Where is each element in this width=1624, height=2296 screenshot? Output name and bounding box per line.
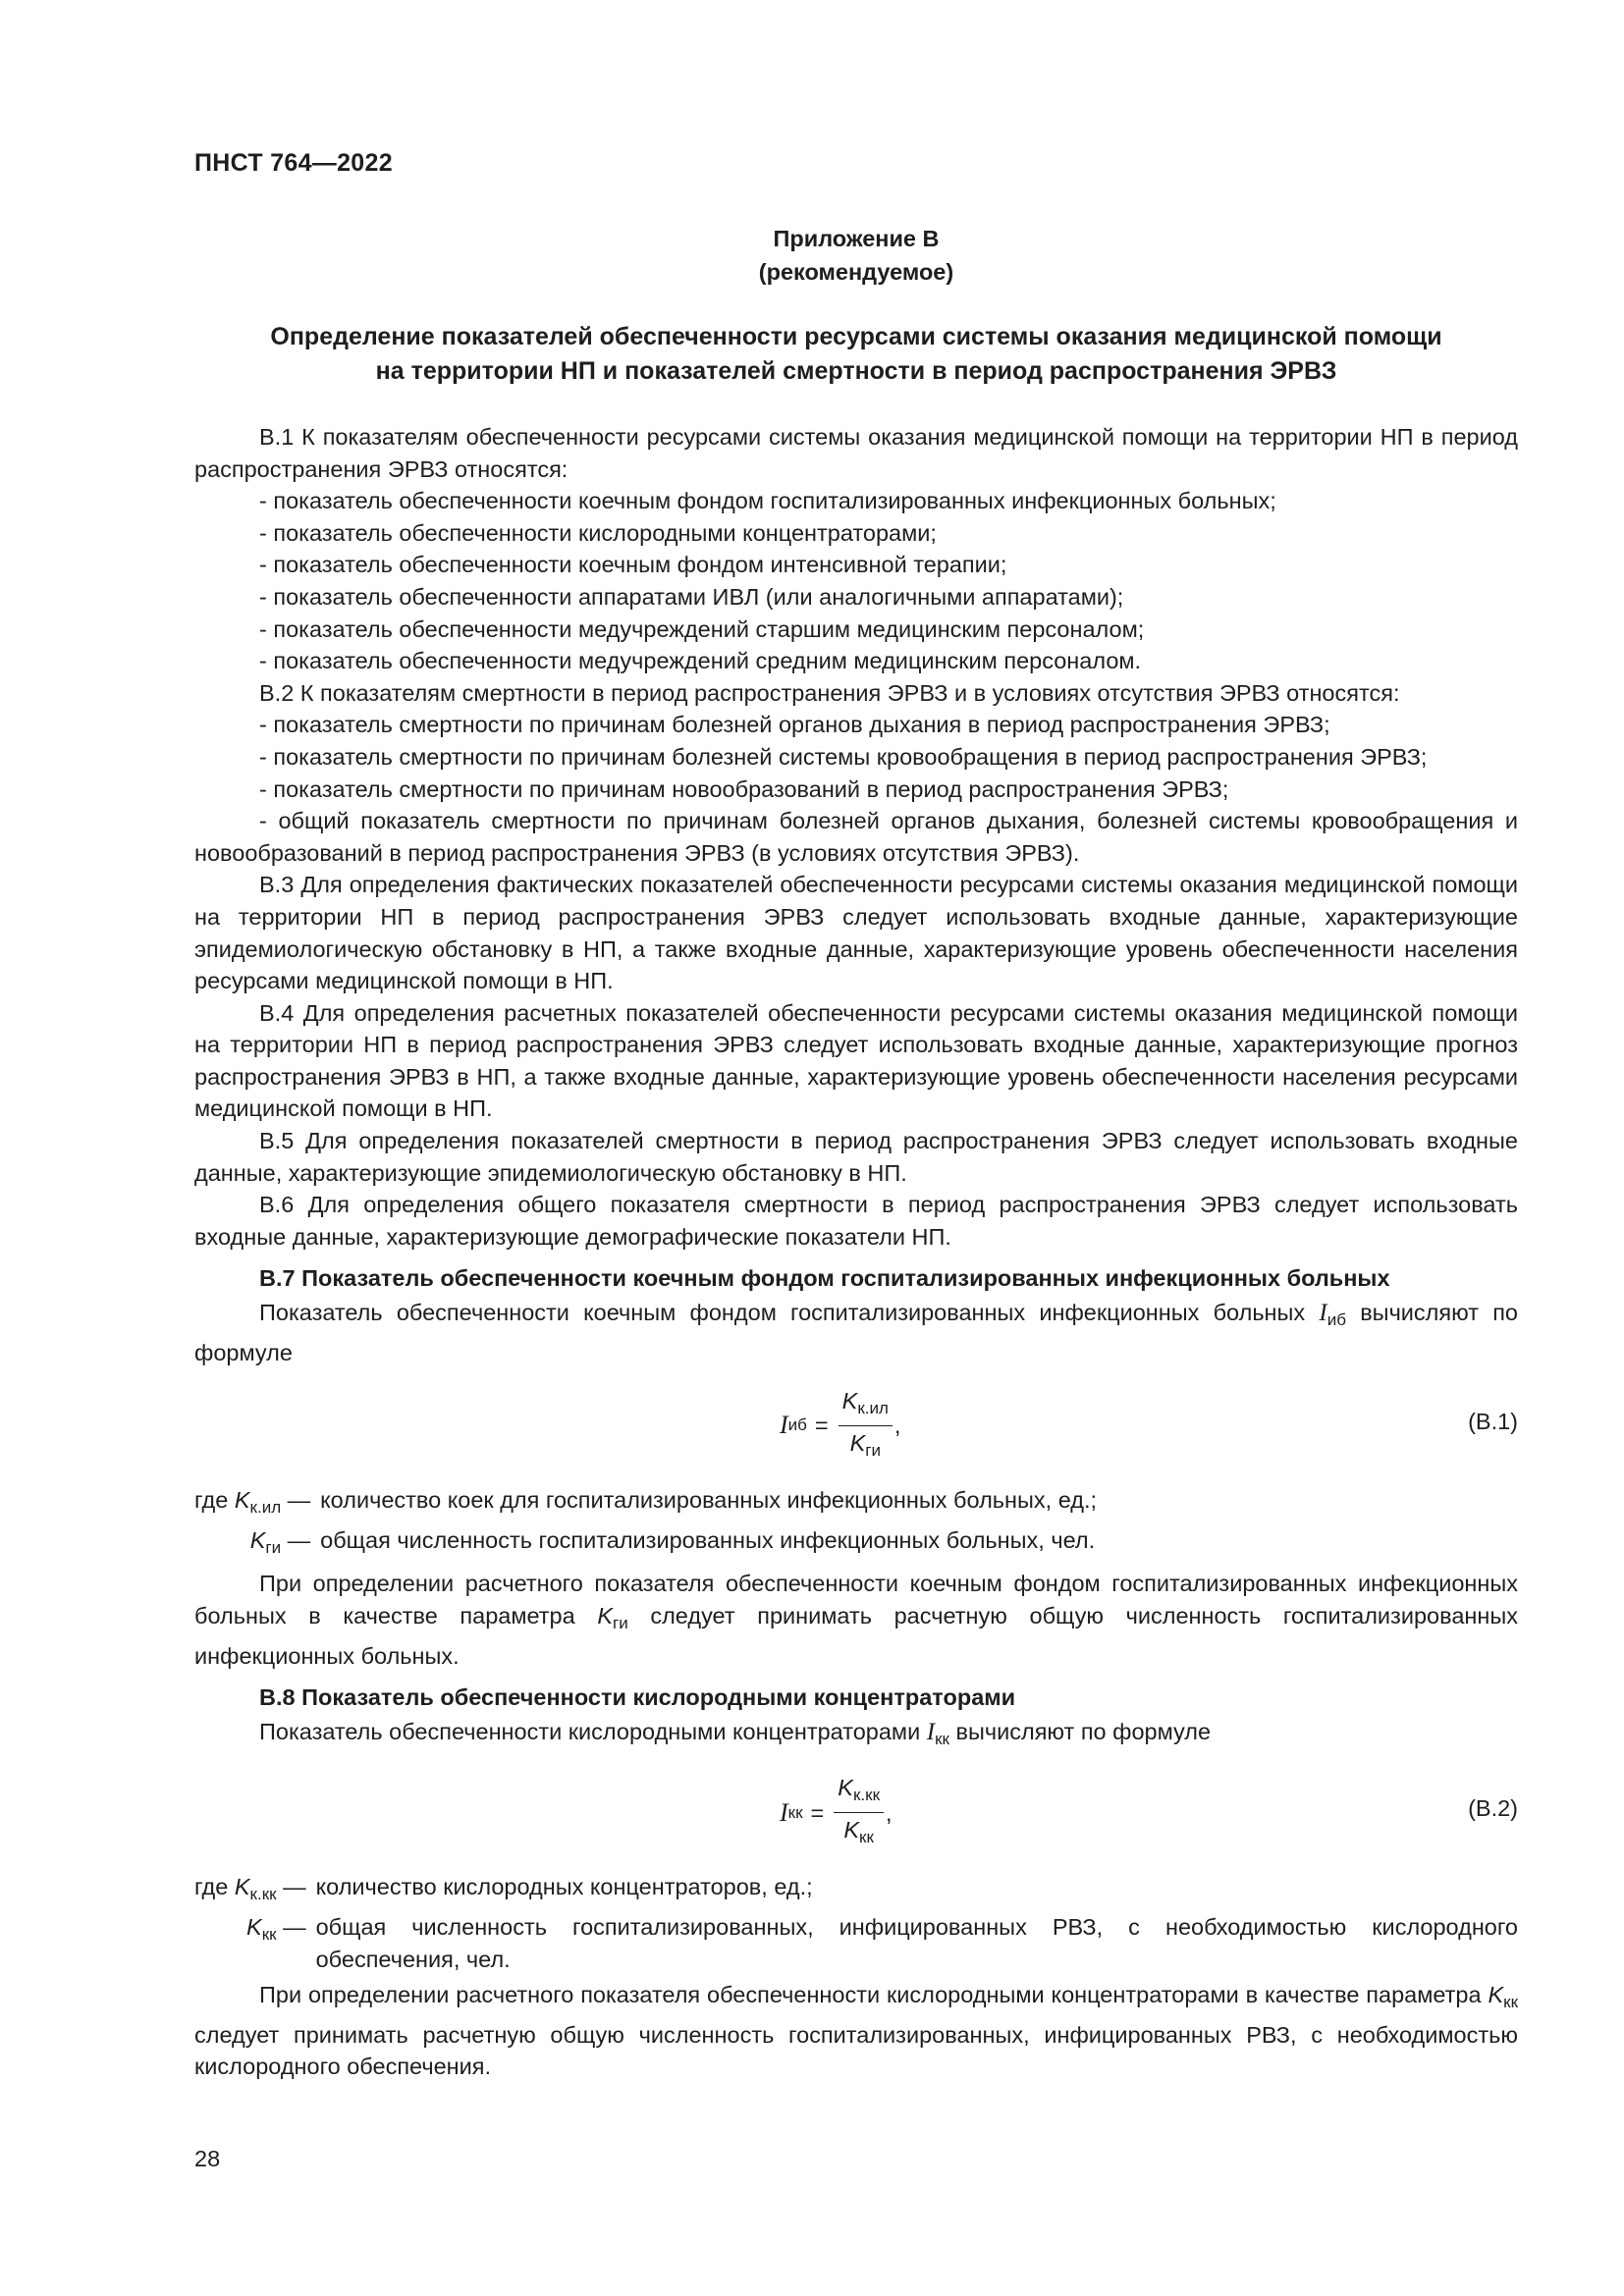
legend-definition: количество коек для госпитализированных инфекционных больных, ед.;: [320, 1487, 1098, 1514]
paragraph-b8-intro: Показатель обеспеченности кислородными концентраторами $I_{кк}$ вычисляют по формуле: [259, 1718, 1212, 1748]
paragraph-b4: В.4 Для определения расчетных показателей обеспеченности ресурсами системы оказания медицинской помощи на территории НП в период распространения ЭРВЗ следует использовать входные данные, характеризующие прогноз распространения ЭРВЗ в НП, а также входные данные, характеризующие уровень обеспеченности населения ресурсами медицинской помощи в НП.: [194, 999, 1518, 1122]
legend-term: $K_{ги}$ —: [249, 1526, 311, 1557]
symbol-i: I: [1319, 1300, 1327, 1327]
list-item: - показатель обеспеченности медучреждений средним медицинским персоналом.: [259, 648, 1142, 674]
legend-term: где $K_{к.ил}$ —: [194, 1487, 311, 1518]
document-code: ПНСТ 764—2022: [194, 149, 393, 177]
formula-b1-legend: [194, 1484, 1518, 1564]
formula-b2: I кк = $\frac{K_{к.кк}}{K_{кк}}$ ,: [780, 1773, 893, 1852]
paragraph-b6: В.6 Для определения общего показателя смертности в период распространения ЭРВЗ следует использовать входные данные, характеризующие демографические показатели НП.: [194, 1192, 1518, 1250]
list-item: - показатель смертности по причинам болезней системы кровообращения в период распространения ЭРВЗ;: [259, 743, 1428, 770]
subsection-heading-b7: В.7 Показатель обеспеченности коечным фондом госпитализированных инфекционных больных: [259, 1265, 1390, 1292]
fraction: [834, 1773, 884, 1852]
formula-b1: I иб = $\frac{K_{к.ил}}{K_{ги}}$ ,: [780, 1386, 900, 1466]
fraction-denominator: $K_{ги}$: [849, 1430, 881, 1461]
list-item: - показатель обеспеченности аппаратами ИВЛ (или аналогичными аппаратами);: [259, 583, 1124, 610]
formula-b1-row: [194, 1380, 1518, 1470]
list-item: - показатель обеспеченности медучреждений старшим медицинским персоналом;: [259, 615, 1145, 642]
paragraph-b1: В.1 К показателям обеспеченности ресурсами системы оказания медицинской помощи на территории НП в период распространения ЭРВЗ относятся:: [194, 424, 1518, 482]
legend-definition: общая численность госпитализированных инфекционных больных, чел.: [320, 1526, 1096, 1553]
appendix-heading: [194, 222, 1518, 289]
list-item: - показатель обеспеченности коечным фондом интенсивной терапии;: [259, 552, 1007, 578]
section-title: [194, 320, 1518, 389]
legend-term: где $K_{к.кк}$ —: [194, 1874, 306, 1904]
list-item: - показатель обеспеченности кислородными концентраторами;: [259, 519, 937, 546]
section-title-line-1: Определение показателей обеспеченности ресурсами системы оказания медицинской помощи: [270, 323, 1442, 350]
fraction-numerator: $K_{к.ил}$: [839, 1386, 893, 1426]
list-item: - показатель обеспеченности коечным фондом госпитализированных инфекционных больных;: [259, 488, 1276, 514]
appendix-title: Приложение В: [773, 226, 940, 251]
symbol-subscript: кк: [935, 1729, 949, 1748]
paragraph-b7-note: При определении расчетного показателя обеспеченности коечным фондом госпитализированных инфекционных больных в качестве параметра $K_{ги}$ следует принимать расчетную общую численность госпитализированных инфекционных больных.: [194, 1571, 1518, 1669]
paragraph-b8-note: При определении расчетного показателя обеспеченности кислородными концентраторами в качестве параметра $K_{кк}$ следует принимать расчетную общую численность госпитализированных, инфицированных РВЗ, с необходимостью кислородного обеспечения.: [194, 1982, 1519, 2080]
appendix-subtitle: (рекомендуемое): [758, 259, 954, 285]
symbol-i: I: [926, 1718, 936, 1745]
fraction: [839, 1386, 893, 1466]
legend-definition: количество кислородных концентраторов, ед.;: [315, 1874, 813, 1900]
formula-b2-row: [194, 1767, 1518, 1857]
paragraph-b7-intro: Показатель обеспеченности коечным фондом госпитализированных инфекционных больных $I_{иб}$ вычисляют по формуле: [194, 1300, 1519, 1365]
fraction-numerator: $K_{к.кк}$: [834, 1773, 884, 1813]
list-item-wrapped: - общий показатель смертности по причинам болезней органов дыхания, болезней системы кровообращения и новообразований в период распространения ЭРВЗ (в условиях отсутствия ЭРВЗ).: [194, 808, 1518, 866]
paragraph-b2: В.2 К показателям смертности в период распространения ЭРВЗ и в условиях отсутствия ЭРВЗ относятся:: [259, 679, 1400, 706]
paragraph-b5: В.5 Для определения показателей смертности в период распространения ЭРВЗ следует использовать входные данные, характеризующие эпидемиологическую обстановку в НП.: [194, 1128, 1518, 1186]
document-body: [194, 421, 1518, 2083]
subsection-heading-b8: В.8 Показатель обеспеченности кислородными концентраторами: [259, 1684, 1016, 1711]
formula-number: (В.2): [1468, 1795, 1518, 1822]
paragraph-b3: В.3 Для определения фактических показателей обеспеченности ресурсами системы оказания медицинской помощи на территории НП в период распространения ЭРВЗ следует использовать входные данные, характеризующие эпидемиологическую обстановку в НП, а также входные данные, характеризующие уровень обеспеченности населения ресурсами медицинской помощи в НП.: [194, 872, 1518, 994]
legend-term: $K_{кк}$ —: [246, 1913, 306, 1944]
fraction-denominator: $K_{кк}$: [843, 1817, 874, 1847]
page-number: 28: [194, 2146, 221, 2171]
section-title-line-2: на территории НП и показателей смертности в период распространения ЭРВЗ: [375, 357, 1337, 385]
formula-b2-legend: [194, 1871, 1518, 1975]
formula-number: (В.1): [1468, 1409, 1518, 1435]
symbol-subscript: иб: [1326, 1310, 1346, 1330]
list-item: - показатель смертности по причинам новообразований в период распространения ЭРВЗ;: [259, 775, 1229, 802]
legend-definition: общая численность госпитализированных, инфицированных РВЗ, с необходимостью кислородного обеспечения, чел.: [315, 1913, 1518, 1972]
document-page: [194, 0, 1518, 2296]
list-item: - показатель смертности по причинам болезней органов дыхания в период распространения ЭРВЗ;: [259, 712, 1330, 738]
